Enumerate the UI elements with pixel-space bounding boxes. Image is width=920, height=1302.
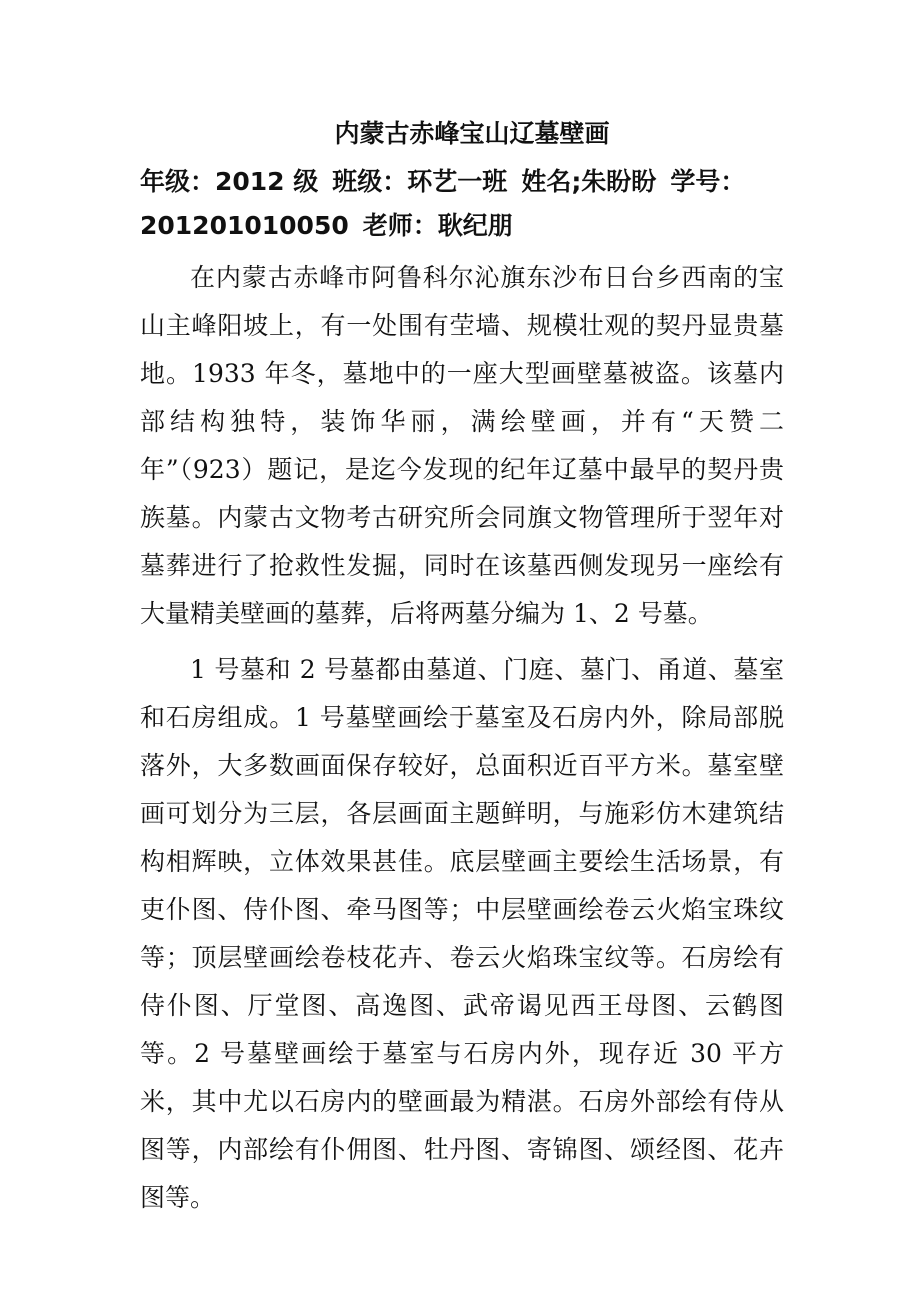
document-title: 内蒙古赤峰宝山辽墓壁画 (334, 119, 610, 148)
teacher-text: 老师：耿纪朋 (362, 211, 513, 240)
paragraph-2: 1 号墓和 2 号墓都由墓道、门庭、墓门、甬道、墓室和石房组成。1 号墓壁画绘于墓室及石房内外，除局部脱落外，大多数画面保存较好，总面积近百平方米。墓室壁画可划分为三层，各层画面主题鲜明，与施彩仿木建筑结构相辉映，立体效果甚佳。底层壁画主要绘生活场景，有吏仆图、侍仆图、牵马图等；中层壁画绘卷云火焰宝珠纹等；顶层壁画绘卷枝花卉、卷云火焰珠宝纹等。石房绘有侍仆图、厅堂图、高逸图、武帝谒见西王母图、云鹤图等。2 号墓壁画绘于墓室与石房内外，现存近 30 平方米，其中尤以石房内的壁画最为精湛。石房外部绘有侍从图等，内部绘有仆佣图、牡丹图、寄锦图、颂经图、花卉图等。 (140, 655, 784, 1212)
grade-text: 年级：2012 级 (140, 167, 319, 196)
student-info-line-2 (140, 204, 784, 248)
student-id-value: 201201010050 (140, 211, 349, 240)
student-id-label: 学号： (670, 167, 746, 196)
student-info (140, 160, 784, 248)
name-text: 姓名;朱盼盼 (521, 167, 657, 196)
class-text: 班级：环艺一班 (332, 167, 508, 196)
document-body (140, 254, 784, 1222)
student-info-line-1 (140, 160, 784, 204)
document-page (140, 112, 784, 1222)
paragraph-1: 在内蒙古赤峰市阿鲁科尔沁旗东沙布日台乡西南的宝山主峰阳坡上，有一处围有茔墙、规模壮观的契丹显贵墓地。1933 年冬，墓地中的一座大型画壁墓被盗。该墓内部结构独特，装饰华丽，满绘壁画，并有“天赞二年”（923）题记，是迄今发现的纪年辽墓中最早的契丹贵族墓。内蒙古文物考古研究所会同旗文物管理所于翌年对墓葬进行了抢救性发掘，同时在该墓西侧发现另一座绘有大量精美壁画的墓葬，后将两墓分编为 1、2 号墓。 (140, 263, 784, 628)
